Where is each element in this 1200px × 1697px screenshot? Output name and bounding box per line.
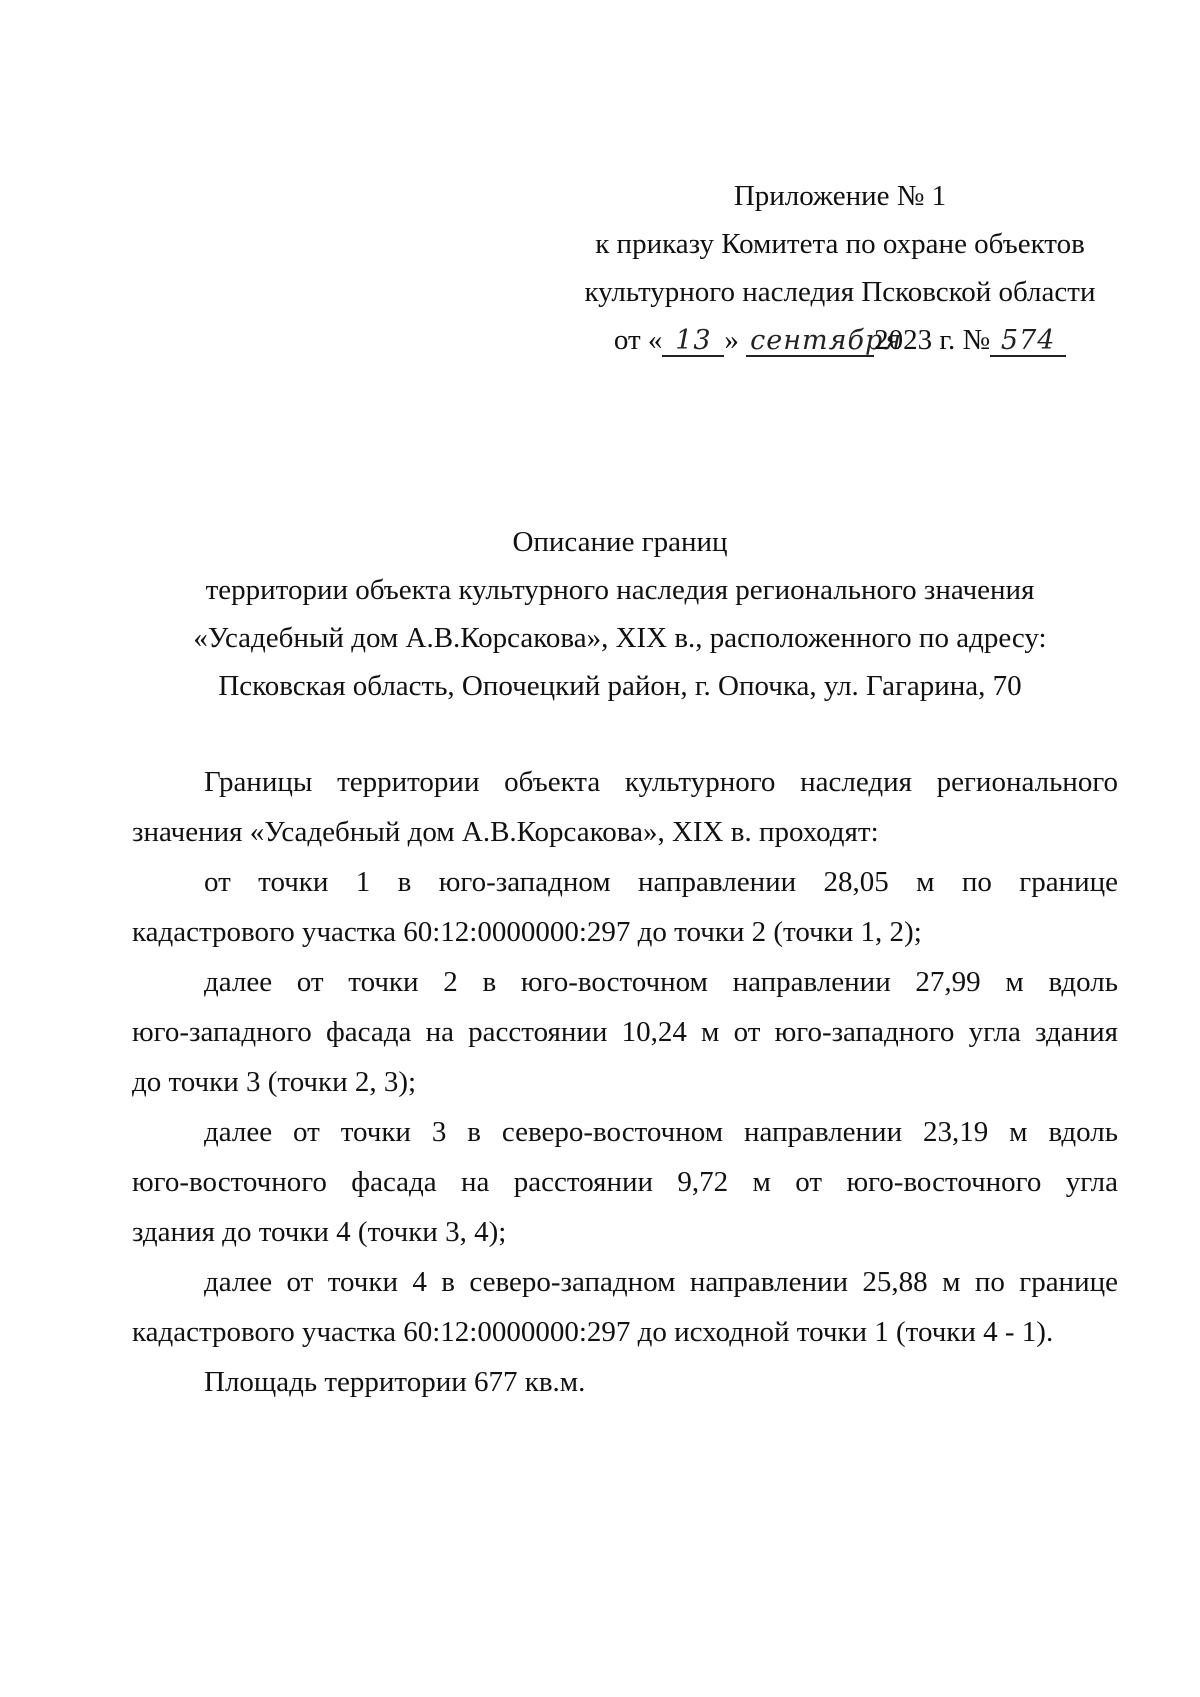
appendix-date-line [560, 316, 1120, 364]
paragraph-point-2-line-2: юго-западного фасада на расстоянии 10,24 м от юго-западного угла здания [132, 1016, 1118, 1048]
document-body [132, 757, 1118, 1407]
document-title [130, 518, 1110, 710]
handwritten-day: 13 [662, 327, 724, 357]
appendix-label: Приложение № 1 [733, 180, 947, 212]
paragraph-area-line: Площадь территории 677 кв.м. [204, 1366, 586, 1398]
title-line-1: Описание границ [512, 526, 728, 558]
appendix-header [560, 172, 1120, 364]
appendix-line-2: к приказу Комитета по охране объектов [595, 228, 1085, 260]
date-mid: » [724, 324, 739, 356]
title-line-2: территории объекта культурного наследия регионального значения [205, 574, 1035, 606]
paragraph-point-1-line-2: кадастрового участка 60:12:0000000:297 до точки 2 (точки 1, 2); [132, 916, 922, 948]
date-year: 2023 г. № [874, 324, 991, 356]
paragraph-point-4-line-2: кадастрового участка 60:12:0000000:297 до исходной точки 1 (точки 4 - 1). [132, 1316, 1054, 1348]
paragraph-intro [132, 757, 1118, 857]
title-line-4: Псковская область, Опочецкий район, г. Опочка, ул. Гагарина, 70 [218, 670, 1022, 702]
appendix-line-3: культурного наследия Псковской области [584, 276, 1096, 308]
paragraph-point-3-line-3: здания до точки 4 (точки 3, 4); [132, 1216, 507, 1248]
handwritten-month: сентября [746, 327, 874, 357]
title-line-3: «Усадебный дом А.В.Корсакова», XIX в., расположенного по адресу: [193, 622, 1047, 654]
paragraph-point-1 [132, 857, 1118, 957]
paragraph-point-4-line-1: далее от точки 4 в северо-западном направлении 25,88 м по границе [204, 1266, 1118, 1298]
paragraph-intro-line-1: Границы территории объекта культурного наследия регионального [204, 766, 1118, 798]
date-prefix: от « [613, 324, 663, 356]
paragraph-point-4 [132, 1257, 1118, 1357]
paragraph-point-1-line-1: от точки 1 в юго-западном направлении 28,05 м по границе [204, 866, 1118, 898]
paragraph-point-3 [132, 1107, 1118, 1257]
paragraph-area [132, 1357, 1118, 1407]
paragraph-point-2-line-1: далее от точки 2 в юго-восточном направлении 27,99 м вдоль [204, 966, 1118, 998]
handwritten-order-number: 574 [990, 327, 1066, 357]
paragraph-point-3-line-1: далее от точки 3 в северо-восточном направлении 23,19 м вдоль [204, 1116, 1118, 1148]
paragraph-point-3-line-2: юго-восточного фасада на расстоянии 9,72 м от юго-восточного угла [132, 1166, 1118, 1198]
paragraph-point-2-line-3: до точки 3 (точки 2, 3); [132, 1066, 417, 1098]
paragraph-point-2 [132, 957, 1118, 1107]
paragraph-intro-line-2: значения «Усадебный дом А.В.Корсакова», XIX в. проходят: [132, 816, 879, 848]
